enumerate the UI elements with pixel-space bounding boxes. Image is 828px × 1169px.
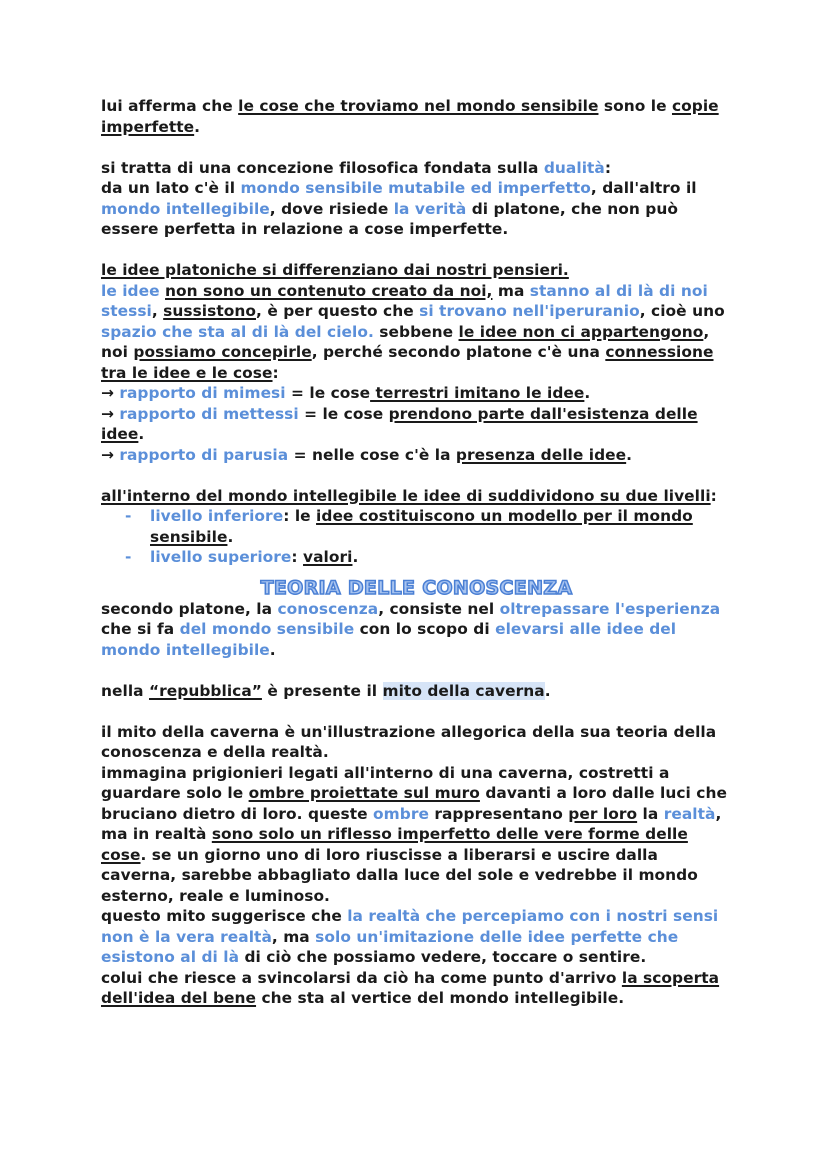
- underlined-phrase: copie imperfette: [101, 97, 719, 136]
- text: con lo scopo di: [354, 620, 496, 638]
- underlined-phrase: “repubblica”: [149, 681, 262, 700]
- text: , è per questo che: [256, 302, 420, 320]
- text: .: [626, 445, 633, 464]
- highlighted-term: la verità: [393, 199, 467, 218]
- highlighted-term: rapporto di parusia: [119, 445, 289, 464]
- text: .: [194, 117, 201, 136]
- rapporto-mettessi: [101, 405, 698, 444]
- spacer: [101, 137, 732, 158]
- text: lui afferma che: [101, 97, 239, 115]
- text: che si fa: [101, 620, 180, 638]
- paragraph-conoscenza: [101, 599, 732, 661]
- underlined-phrase: sussistono: [163, 302, 257, 320]
- highlighted-term: si trovano nell'iperuranio: [419, 302, 640, 320]
- paragraph-idee-platoniche: [101, 260, 732, 465]
- section-heading: le idee platoniche si differenziano dai nostri pensieri.: [101, 261, 569, 279]
- text: davanti a loro dalle luci che bruciano dietro di loro. queste: [101, 784, 727, 823]
- spacer: [101, 701, 732, 722]
- highlighted-term: stanno al di là di noi stessi: [101, 281, 708, 320]
- highlighted-term: le idee: [101, 281, 160, 300]
- highlighted-term: dualità: [543, 158, 605, 177]
- highlighted-term: rapporto di mimesi: [119, 384, 286, 402]
- text: = le cose: [285, 384, 371, 402]
- list-item: [150, 506, 732, 547]
- text: ,: [151, 302, 164, 320]
- text: , ma in realtà: [101, 804, 722, 843]
- text: immagina prigionieri legati all'interno di una caverna, costretti a guardare solo le: [101, 763, 670, 802]
- section-heading: all'interno del mondo intellegibile le idee di suddividono su due livelli: [101, 486, 711, 505]
- highlighted-term: realtà: [663, 804, 716, 823]
- rapporto-mimesi: [101, 384, 590, 402]
- highlighted-term: ombre: [373, 804, 429, 823]
- text: che sta al vertice del mondo intellegibile.: [256, 989, 625, 1007]
- highlighted-phrase: mito della caverna: [382, 681, 545, 700]
- text: , noi: [101, 322, 710, 361]
- text: di platone, che non può essere perfetta in relazione a cose imperfette.: [101, 199, 678, 238]
- underlined-phrase: connessione tra le idee e le cose: [101, 343, 714, 382]
- text: :: [272, 363, 279, 382]
- underlined-phrase: la scoperta dell'idea del bene: [101, 968, 720, 1007]
- text: = nelle cose c'è la: [288, 445, 456, 464]
- spacer: [101, 660, 732, 681]
- highlighted-term: livello inferiore: [150, 507, 284, 525]
- highlighted-term: spazio che sta al di là del cielo.: [101, 322, 374, 341]
- text: .: [352, 548, 359, 566]
- paragraph-mito-caverna: [101, 722, 732, 1009]
- text: . se un giorno uno di loro riuscisse a liberarsi e uscire dalla caverna, sarebbe abbagliato dalla luce del sole e vedrebbe il mondo esterno, reale e luminoso.: [101, 845, 698, 905]
- livelli-list: [101, 506, 732, 568]
- paragraph-livelli: [101, 486, 732, 507]
- highlighted-term: solo un'imitazione delle idee perfette che esistono al di là: [101, 927, 679, 966]
- spacer: [101, 240, 732, 261]
- text: .: [269, 640, 276, 659]
- underlined-phrase: presenza delle idee: [455, 445, 627, 464]
- rapporto-parusia: [101, 446, 632, 464]
- underlined-phrase: non sono un contenuto creato da noi,: [165, 281, 493, 300]
- text: di ciò che possiamo vedere, toccare o sentire.: [239, 948, 647, 966]
- underlined-phrase: valori: [303, 548, 353, 566]
- highlighted-term: mondo intellegibile: [101, 199, 270, 218]
- text: questo mito suggerisce che: [101, 907, 348, 925]
- arrow-icon: →: [101, 384, 120, 402]
- text: :: [710, 486, 717, 505]
- highlighted-term: rapporto di mettessi: [119, 404, 299, 423]
- text: da un lato c'è il: [101, 179, 241, 197]
- text: , cioè uno: [639, 302, 725, 320]
- text: , ma: [271, 927, 316, 946]
- text: sebbene: [373, 322, 459, 341]
- underlined-phrase: le cose che troviamo nel mondo sensibile: [238, 97, 599, 115]
- text: , perché secondo platone c'è una: [311, 343, 606, 361]
- highlighted-term: mondo sensibile mutabile ed imperfetto: [240, 179, 591, 197]
- highlighted-term: la realtà che percepiamo con i nostri sensi non è la vera realtà: [101, 907, 719, 946]
- underlined-phrase: idee costituiscono un modello per il mondo sensibile: [150, 507, 693, 546]
- underlined-phrase: le idee non ci appartengono: [458, 322, 704, 341]
- text: rappresentano: [428, 804, 569, 823]
- text: il mito della caverna è un'illustrazione allegorica della sua teoria della conoscenza e della realtà.: [101, 722, 717, 761]
- text: :: [291, 548, 304, 566]
- spacer: [101, 465, 732, 486]
- text: = le cose: [298, 404, 389, 423]
- underlined-phrase: per loro: [568, 804, 638, 823]
- text: si tratta di una concezione filosofica fondata sulla: [101, 158, 544, 177]
- arrow-icon: →: [101, 445, 120, 464]
- text: , dove risiede: [269, 199, 394, 218]
- underlined-phrase: sono solo un riflesso imperfetto delle vere forme delle cose: [101, 825, 688, 864]
- paragraph-dualita: [101, 158, 732, 240]
- arrow-icon: →: [101, 404, 120, 423]
- highlighted-term: conoscenza: [277, 599, 379, 618]
- highlighted-term: del mondo sensibile: [179, 620, 355, 638]
- paragraph-copie-imperfette: [101, 96, 732, 137]
- text: la: [637, 804, 664, 823]
- text: sono le: [598, 97, 672, 115]
- highlighted-term: oltrepassare l'esperienza: [499, 599, 721, 618]
- text: : le: [283, 507, 317, 525]
- highlighted-term: livello superiore: [150, 548, 292, 566]
- text: colui che riesce a svincolarsi da ciò ha come punto d'arrivo: [101, 968, 622, 987]
- text: nella: [101, 681, 149, 700]
- underlined-phrase: prendono parte dall'esistenza delle idee: [101, 404, 698, 443]
- underlined-phrase: possiamo concepirle: [133, 343, 312, 361]
- paragraph-repubblica: [101, 681, 732, 702]
- text: .: [138, 425, 145, 443]
- underlined-phrase: ombre proiettate sul muro: [248, 784, 480, 802]
- text: , dall'altro il: [590, 179, 697, 197]
- underlined-phrase: terrestri imitano le idee: [370, 384, 585, 402]
- highlighted-term: elevarsi alle idee del mondo intellegibile: [101, 620, 677, 659]
- list-item: [150, 547, 732, 568]
- text: secondo platone, la: [101, 599, 278, 618]
- text: .: [227, 527, 234, 546]
- text: .: [584, 384, 591, 402]
- text: :: [604, 158, 612, 177]
- text: , consiste nel: [378, 599, 500, 618]
- text: è presente il: [261, 681, 383, 700]
- section-title: TEORIA DELLE CONOSCENZA: [260, 576, 573, 599]
- text: ma: [492, 281, 530, 300]
- text: .: [544, 681, 551, 700]
